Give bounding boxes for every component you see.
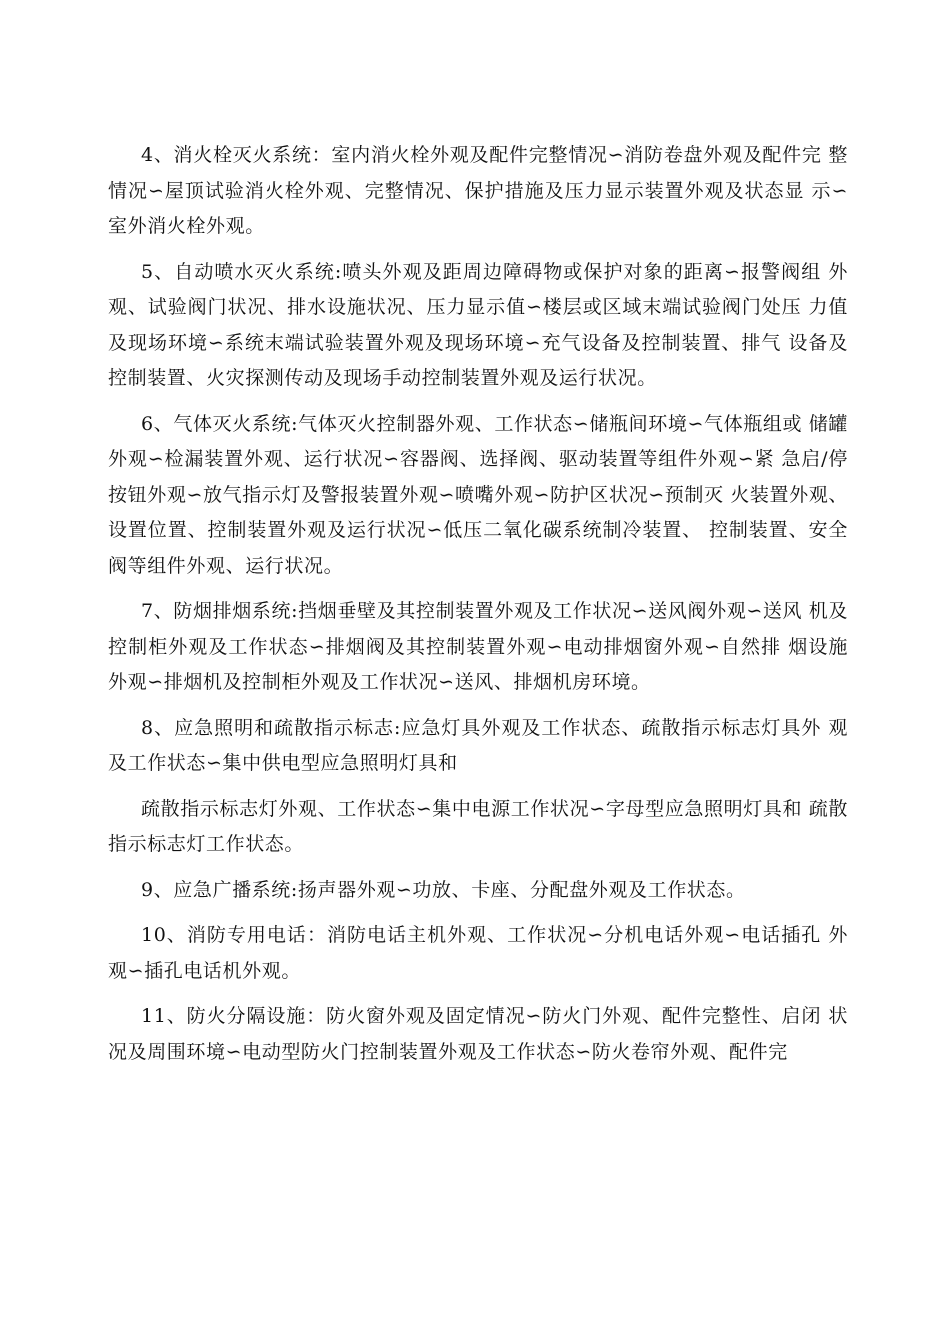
paragraph-fire-telephone: 10、消防专用电话：消防电话主机外观、工作状况∽分机电话外观∽电话插孔 外观∽插孔电话机外观。	[108, 924, 848, 982]
paragraph-smoke-control-system: 7、防烟排烟系统:挡烟垂壁及其控制装置外观及工作状况∽送风阀外观∽送风 机及控制柜外观及工作状态∽排烟阀及其控制装置外观∽电动排烟窗外观∽自然排 烟设施外观∽排烟机及控制柜外观及工作状况∽送风、排烟机房环境。	[108, 600, 848, 693]
paragraph-sprinkler-system: 5、自动喷水灭火系统:喷头外观及距周边障碍物或保护对象的距离∽报警阀组 外观、试验阀门状况、排水设施状况、压力显示值∽楼层或区域末端试验阀门处压 力值及现场环境∽系统末端试验装置外观及现场环境∽充气设备及控制装置、排气 设备及控制装置、火灾探测传动及现场手动控制装置外观及运行状况。	[108, 260, 848, 389]
document-body	[108, 138, 848, 1080]
paragraph-emergency-lighting: 8、应急照明和疏散指示标志:应急灯具外观及工作状态、疏散指示标志灯具外 观及工作状态∽集中供电型应急照明灯具和	[108, 716, 848, 774]
paragraph-gas-extinguishing-system: 6、气体灭火系统:气体灭火控制器外观、工作状态∽储瓶间环境∽气体瓶组或 储罐外观∽检漏装置外观、运行状况∽容器阀、选择阀、驱动装置等组件外观∽紧 急启/停按钮外观∽放气指示灯及警报装置外观∽喷嘴外观∽防护区状况∽预制灭 火装置外观、设置位置、控制装置外观及运行状况∽低压二氧化碳系统制冷装置、 控制装置、安全阀等组件外观、运行状况。	[108, 412, 848, 577]
paragraph-emergency-broadcast: 9、应急广播系统:扬声器外观∽功放、卡座、分配盘外观及工作状态。	[141, 878, 746, 901]
paragraph-fire-separation: 11、防火分隔设施：防火窗外观及固定情况∽防火门外观、配件完整性、启闭 状况及周围环境∽电动型防火门控制装置外观及工作状态∽防火卷帘外观、配件完	[108, 1005, 848, 1063]
paragraph-emergency-lighting-continued: 疏散指示标志灯外观、工作状态∽集中电源工作状况∽字母型应急照明灯具和 疏散指示标志灯工作状态。	[108, 797, 848, 855]
paragraph-hydrant-system: 4、消火栓灭火系统：室内消火栓外观及配件完整情况∽消防卷盘外观及配件完 整情况∽屋顶试验消火栓外观、完整情况、保护措施及压力显示装置外观及状态显 示∽室外消火栓外观。	[108, 144, 848, 237]
